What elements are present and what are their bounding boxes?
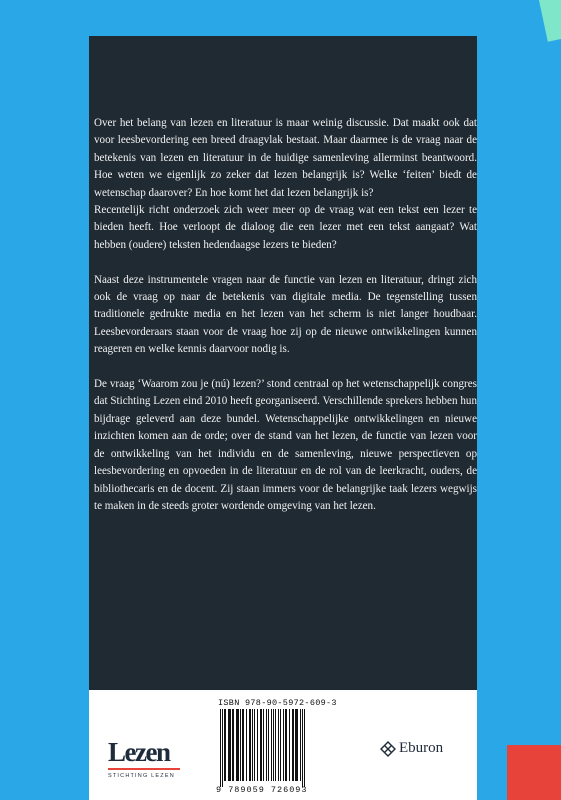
barcode-number: 9 789059 726093 [216, 785, 308, 795]
decorative-corner-strip [539, 0, 561, 42]
barcode-bar [275, 709, 276, 781]
barcode-bar [304, 709, 305, 787]
eburon-wordmark: Eburon [399, 740, 444, 756]
barcode-bar [302, 709, 303, 787]
blurb-paragraph-3: Naast deze instrumentele vragen naar de functie van lezen en literatuur, dringt zich ook de vraag op naar de betekenis van digitale media. De tegenstelling tussen traditionele gedrukte media en het lezen van het scherm is niet langer houdbaar. Leesbevorderaars staan voor de vraag hoe zij op de nieuwe ontwikkelingen kunnen reageren en welke kennis daarvoor nodig is. [94, 273, 477, 356]
barcode-bar [228, 709, 231, 781]
barcode-bar [278, 709, 279, 781]
eburon-knot-icon [380, 741, 396, 757]
lezen-wordmark: Lezen [108, 737, 170, 767]
blurb-paragraph-1: Over het belang van lezen en literatuur is maar weinig discussie. Dat maakt ook dat voor leesbevordering een breed draagvlak bestaat. Maar daarmee is de vraag naar de betekenis van lezen en literatuur in de huidige samenleving allerminst beantwoord. Hoe weten we eigenlijk zo zeker dat lezen belangrijk is? Welke ‘feiten’ biedt de wetenschap daarover? En hoe komt het dat lezen belangrijk is? [94, 117, 477, 199]
barcode-bar [220, 709, 221, 787]
lezen-red-rule [108, 768, 180, 770]
blurb-paragraph-4: De vraag ‘Waarom zou je (nú) lezen?’ stond centraal op het wetenschappelijk congres dat Stichting Lezen eind 2010 heeft georganiseerd. Verschillende sprekers hebben hun bijdrage geleverd aan deze bundel. Wetenschappelijke ontwikkelingen en nieuwe inzichten komen aan de orde; over de stand van het lezen, de functie van lezen voor de ontwikkeling van het individu en de samenleving, nieuwe perspectieven op leesbevordering en opvoeden in de literatuur en de rol van de leerkracht, ouders, de bibliothecaris en de docent. Zij staan immers voor de belangrijke taak lezers wegwijs te maken in de steeds groter wordende omgeving van het lezen. [94, 378, 477, 512]
stichting-lezen-logo [108, 739, 188, 779]
eburon-logo [380, 740, 443, 757]
lezen-subtitle: STICHTING LEZEN [108, 773, 175, 779]
barcode-bar [252, 709, 253, 781]
isbn-barcode [218, 709, 350, 787]
barcode-bar [280, 709, 281, 781]
barcode-bar [240, 709, 241, 781]
decorative-red-block [507, 745, 561, 800]
barcode-bar [289, 709, 290, 781]
barcode-bar [268, 709, 269, 781]
barcode-bar [222, 709, 223, 787]
barcode-bar [273, 709, 274, 781]
barcode-bar [242, 709, 244, 781]
barcode-bar [300, 709, 301, 781]
barcode-bar [249, 709, 251, 781]
barcode-bar [285, 709, 287, 781]
barcode-bar [224, 709, 226, 781]
back-cover-blurb [94, 115, 477, 515]
barcode-bar [295, 709, 298, 781]
blurb-paragraph-2: Recentelijk richt onderzoek zich weer meer op de vraag wat een tekst een lezer te bieden heeft. Hoe verloopt de dialoog die een lezer met een tekst aangaat? Wat hebben (oudere) teksten hedendaagse lezers te bieden? [94, 204, 477, 251]
barcode-bar [266, 709, 267, 781]
barcode-bar [254, 709, 255, 781]
barcode-bar [246, 709, 247, 781]
barcode-bar [236, 709, 239, 781]
barcode-bar [271, 709, 272, 781]
barcode-bar [283, 709, 284, 781]
barcode-bar [260, 709, 262, 781]
isbn-label: ISBN 978-90-5972-609-3 [218, 698, 337, 708]
barcode-bar [292, 709, 294, 781]
barcode-bar [263, 709, 264, 781]
barcode-bar [232, 709, 234, 781]
barcode-bar [257, 709, 258, 781]
